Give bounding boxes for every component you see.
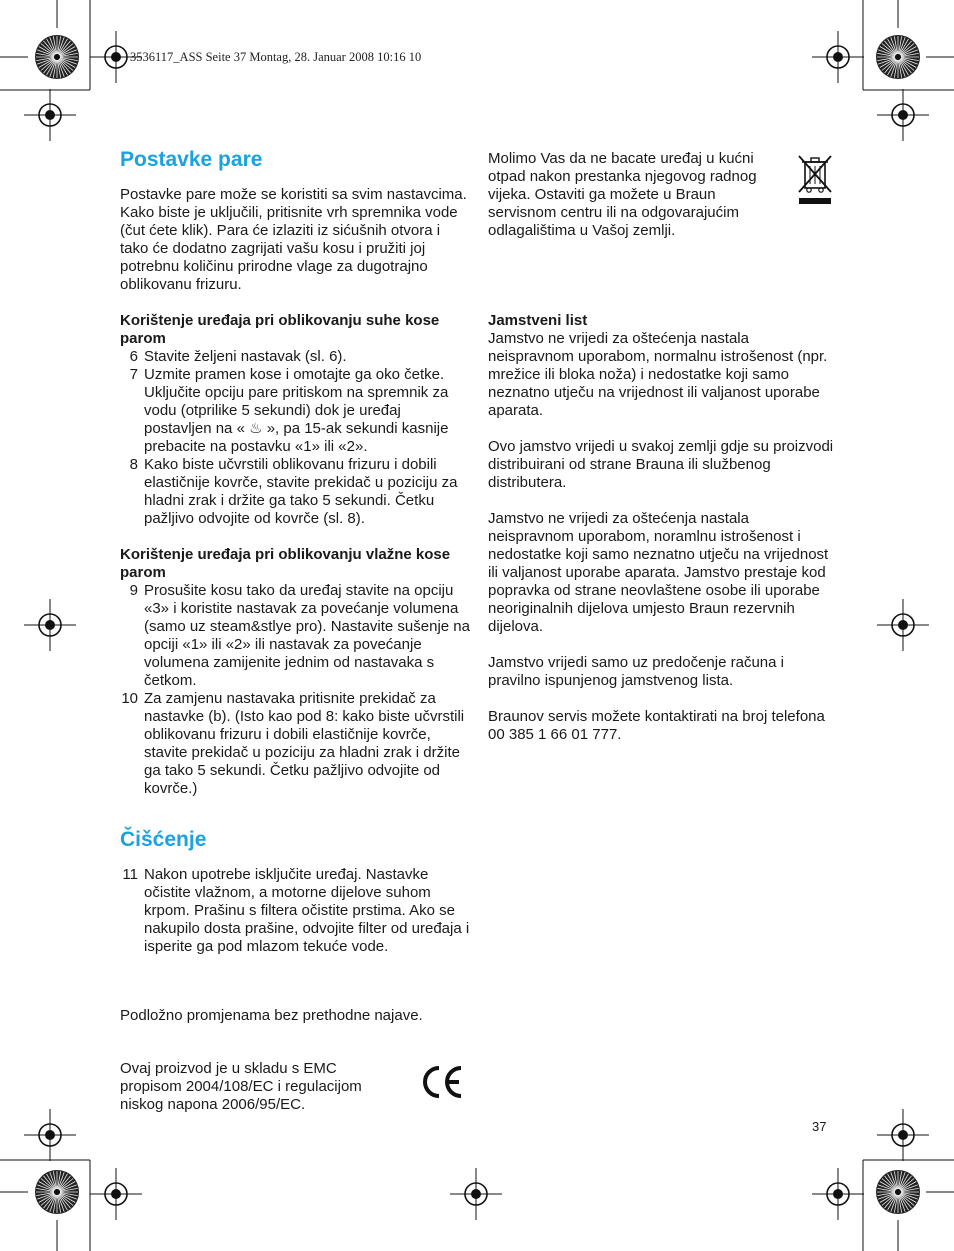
step-10: 10 Za zamjenu nastavaka pritisnite prekidač za nastavke (b). (Isto kao pod 8: kako biste učvrstili oblikovanu frizuru i dobili elastičnije kovrče, stavite prekidač u poziciju za hladni zrak i držite ga tako 5 sekundi. Četku pažljivo odvojite od kovrče.) bbox=[121, 690, 465, 797]
registration-mark-icon bbox=[877, 89, 929, 141]
step-8: 8 Kako biste učvrstili oblikovanu frizuru i dobili elastičnije kovrče, stavite prekidač u poziciju za hladni zrak i držite ga tako 5 sekundi. Četku pažljivo odvojite od kovrče (sl. 8). bbox=[129, 456, 458, 527]
emc-statement: Ovaj proizvod je u skladu s EMC propisom 2004/108/EC i regulacijom niskog napona 2006/95/EC. bbox=[120, 1060, 362, 1113]
warranty-paragraph-4: Jamstvo vrijedi samo uz predočenje računa i pravilno ispunjenog jamstvenog lista. bbox=[488, 654, 784, 689]
registration-mark-icon bbox=[450, 1168, 502, 1220]
print-header: 3536117_ASS Seite 37 Montag, 28. Januar 2008 10:16 10 bbox=[130, 50, 422, 64]
registration-mark-icon bbox=[90, 1168, 142, 1220]
registration-mark-icon bbox=[24, 89, 76, 141]
registration-mark-icon bbox=[812, 31, 864, 83]
step-6: 6 Stavite željeni nastavak (sl. 6). bbox=[129, 348, 347, 365]
step-7: 7 Uzmite pramen kose i omotajte ga oko četke. Uključite opciju pare pritiskom na spremnik za vodu (otprilike 5 sekundi) dok je uređaj postavljen na « ♨ », pa 15-ak sekundi kasnije prebacite na postavku «1» ili «2». bbox=[129, 366, 449, 455]
warranty-heading: Jamstveni list bbox=[488, 312, 588, 329]
cleaning-title: Čišćenje bbox=[120, 828, 207, 851]
registration-mark-icon bbox=[877, 599, 929, 651]
disposal-notice: Molimo Vas da ne bacate uređaj u kućni otpad nakon prestanka njegovog radnog vijeka. Ostaviti ga možete u Braun servisnom centru ili na odgovarajućim odlagalištima u Vašoj zemlji. bbox=[488, 150, 757, 239]
warranty-paragraph-2: Ovo jamstvo vrijedi u svakoj zemlji gdje su proizvodi distribuirani od strane Brauna ili službenog distributera. bbox=[488, 438, 834, 491]
registration-mark-icon bbox=[24, 599, 76, 651]
registration-mark-icon bbox=[877, 1109, 929, 1161]
color-wheel-icon bbox=[876, 1170, 920, 1214]
registration-mark-icon bbox=[24, 1109, 76, 1161]
wet-steps bbox=[120, 582, 470, 798]
steam-intro: Postavke pare može se koristiti sa svim nastavcima. Kako biste je uključili, pritisnite vrh spremnika vode (čut ćete klik). Para će izlaziti iz sićušnih otvora i tako će dodatno zagrijati vašu kosu i pružiti joj potrebnu količinu prirodne vlage za dugotrajno oblikovanu frizuru. bbox=[120, 186, 467, 293]
step-11: 11 Nakon upotrebe isključite uređaj. Nastavke očistite vlažnom, a motorne dijelove suhom krpom. Prašinu s filtera očistite prstima. Ako se nakupilo dosta prašine, odvojite filter od uređaja i isperite ga pod mlazom tekuće vode. bbox=[122, 866, 470, 955]
clean-steps bbox=[120, 866, 470, 956]
weee-bin-icon bbox=[795, 152, 835, 213]
dry-steps bbox=[120, 348, 470, 528]
warranty-paragraph-5: Braunov servis možete kontaktirati na broj telefona 00 385 1 66 01 777. bbox=[488, 708, 825, 743]
warranty-section bbox=[488, 312, 838, 744]
steam-settings-title: Postavke pare bbox=[120, 148, 263, 171]
warranty-paragraph-3: Jamstvo ne vrijedi za oštećenja nastala neispravnom uporabom, noramlnu istrošenost i nedostatke koji samo neznatno utječu na vrijednost ili valjanost uporabe aparata. Jamstvo prestaje kod popravka od strane neovlaštene osobe ili uporabe neoriginalnih dijelova umjesto Braun rezervnih dijelova. bbox=[488, 510, 829, 635]
color-wheel-icon bbox=[35, 1170, 79, 1214]
color-wheel-icon bbox=[35, 35, 79, 79]
ce-mark-icon bbox=[420, 1064, 464, 1105]
warranty-paragraph-1: Jamstvo ne vrijedi za oštećenja nastala neispravnom uporabom, normalnu istrošenost (npr. mrežice ili bloka noža) i nedostatke koji samo neznatno utječu na vrijednost ili valjanost uporabe aparata. bbox=[488, 330, 828, 419]
wet-hair-heading: Korištenje uređaja pri oblikovanju vlažne kose parom bbox=[120, 546, 451, 581]
registration-mark-icon bbox=[812, 1168, 864, 1220]
subject-to-change: Podložno promjenama bez prethodne najave. bbox=[120, 1007, 423, 1024]
color-wheel-icon bbox=[876, 35, 920, 79]
page-number: 37 bbox=[812, 1119, 827, 1134]
left-column bbox=[120, 148, 470, 956]
step-9: 9 Prosušite kosu tako da uređaj stavite na opciju «3» i koristite nastavak za povećanje volumena (samo uz steam&stlye pro). Nastavite sušenje na opciji «1» ili «2» ili nastavak za povećanje volumena zamijenite jednim od nastavaka s četkom. bbox=[129, 582, 470, 689]
dry-hair-heading: Korištenje uređaja pri oblikovanju suhe kose parom bbox=[120, 312, 440, 347]
